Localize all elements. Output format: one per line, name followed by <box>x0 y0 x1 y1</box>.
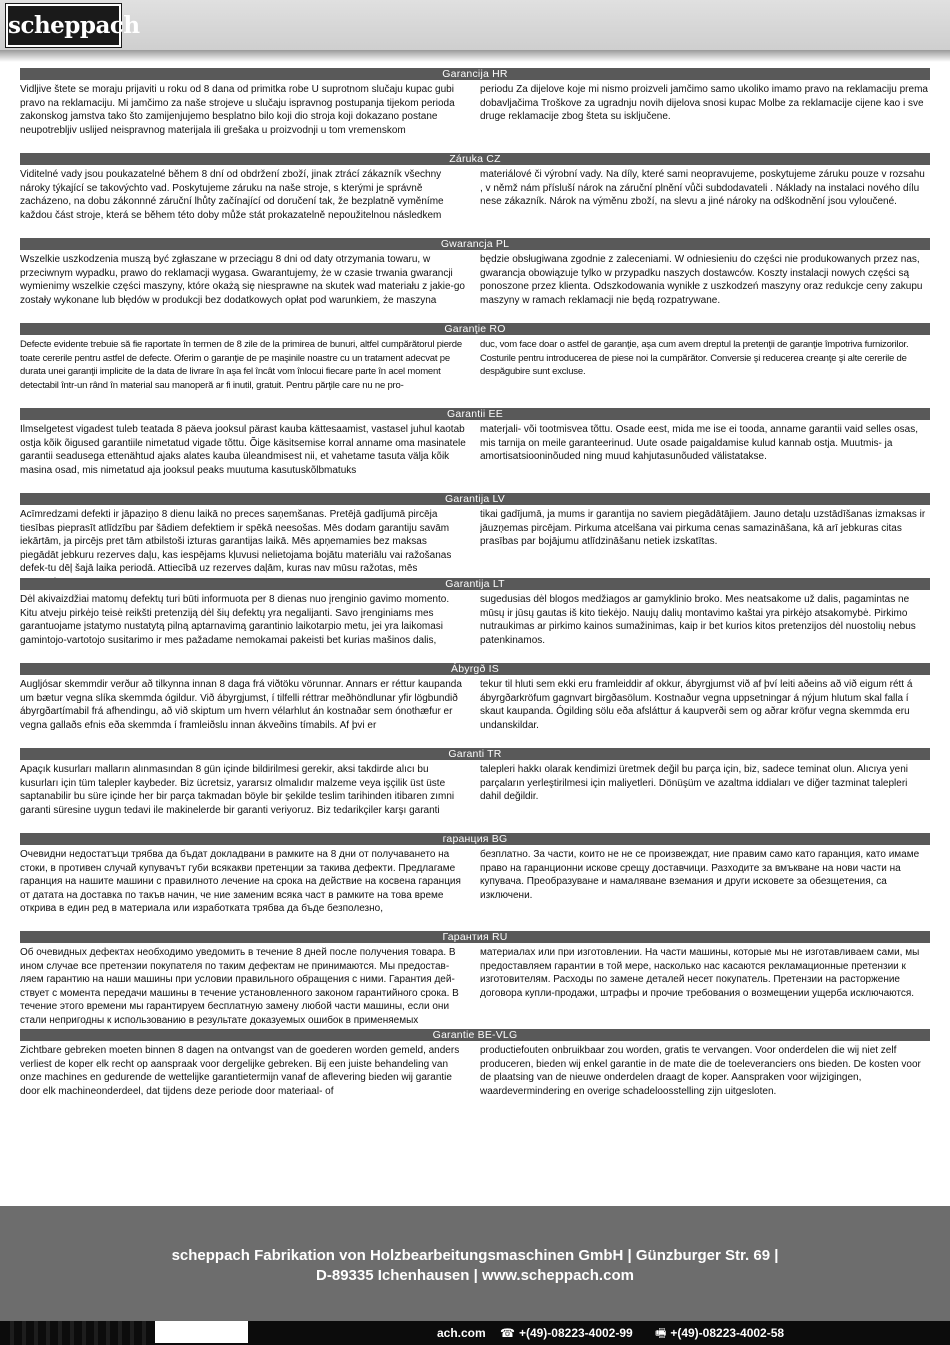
decor-stripe <box>118 1321 122 1345</box>
section-title: Garancija HR <box>20 68 930 80</box>
section-ru <box>20 931 930 1029</box>
text-left: Dėl akivaizdžiai matomų defektų turi būti informuota per 8 dienas nuo įrenginio gavimo momento. Kitu atveju pirkėjo teisė reikšti pretenziją dėl šių defektų yra negalijanti. Savo įrenginiams mes garantuojame įstatymo nustatytą pilną aptarnavimą garantinio laikotarpio metu, jei yra laikomasi gamintojo-vartotojo susitarimo ir mes pažadame nemokamai pakeisti bet kurias mašinos dalis, <box>20 594 450 646</box>
section-title: Garantija LV <box>20 493 930 505</box>
logo-text: scheppach <box>8 12 140 39</box>
section-ee <box>20 408 930 478</box>
section-pl <box>20 238 930 308</box>
section-title: Gwarancja PL <box>20 238 930 250</box>
text-right: będzie obsługiwana zgodnie z zaleceniami. W odniesieniu do części nie produkowanych przez nas, gwarancja obowiązuje tylko w przypadku naszych dostawców. Koszty instalacji nowych części są ponoszone przez klienta. Odszkodowania wynikłe z uszkodzeń maszyny oraz redukcje ceny zakupu maszyny w ramach reklamacji nie będą rozpatrywane. <box>480 254 923 306</box>
text-right: tikai gadījumā, ja mums ir garantija no saviem piegādātājiem. Jauno detaļu uzstādīšanas izmaksas ir jāuzņemas pircējam. Pirkuma atcelšana vai pirkuma cenas samazināšana, kā arī jebkuras citas prasības par bojājumu atlīdzināšanu netiek izskatītas. <box>480 509 926 547</box>
text-right: materjali- või tootmisvea tõttu. Osade eest, mida me ise ei tooda, anname garantii vaid selles osas, mis tarnija on meile garanteerinud. Uute osade paigaldamise kulud kannab ostja. Muutmis- ja amortisatsiooninõuded ning muud kahjutasunõuded välistatakse. <box>480 424 918 462</box>
text-left: Acīmredzami defekti ir jāpaziņo 8 dienu laikā no preces saņemšanas. Pretējā gadījumā pircēja tiesības pieprasīt atlīdzību par šādiem defektiem ir spēkā neesošas. Mēs dodam garantiju savām iekārtām, ja pircējs pret tām atbilstoši izturas garantijas laikā. Mēs apņemamies bez maksas piegādāt jebkuru rezerves daļu, kas iespējams kļuvusi nelietojama bojātu materiālu vai ražošanas defek-tu dēļ šajā laika periodā. Attiecībā uz rezerves daļām, kuras nav mūsu ražotas, mēs <box>20 509 452 574</box>
scheppach-logo <box>6 4 140 47</box>
section-title: Garantie BE-VLG <box>20 1029 930 1041</box>
section-bg <box>20 833 930 914</box>
decor-stripe <box>106 1321 110 1345</box>
decor-stripe <box>94 1321 98 1345</box>
section-lt <box>20 578 930 648</box>
text-left: Viditelné vady jsou poukazatelné během 8 dní od obdržení zboží, jinak ztrácí zákazník všechny nároky týkající se takovýchto vad. Poskytujeme záruku na naše stroje, s kterými je správně zacházeno, na dobu zákonnné záruční lhůty začínající od doručení tak, že bezplatně vyměníme každou část stroje, která se během této doby může stát prokazatelně nepoužitelnou následkem <box>20 169 444 221</box>
white-block <box>155 1321 248 1343</box>
decor-stripe <box>142 1321 146 1345</box>
text-left: Defecte evidente trebuie să fie raportate în termen de 8 zile de la primirea de bunuri, altfel cumpărătorul pierde toate cererile pentru astfel de defecte. Oferim o garanţie de pe maşinile noastre cu un tratament adecvat pe durata unei garanţii implicite de la data de livrare în aşa fel încât vom înlocui fiecare parte în acel moment detectabil într-un rând în material sau manoperă ar fi inutil, gratuit. Pentru părţile care nu ne pro- <box>20 339 462 391</box>
section-be-vlg <box>20 1029 930 1111</box>
text-left: Об очевидных дефектах необходимо уведомить в течение 8 дней после получения товара. В ином случае все претензии покупателя по таким дефектам не принимаются. Мы предостав-ляем гарантию на наши машины при условии правильного обращения с ними. Гарантия дей-ствует с момента передачи машины в течение установленного законом гарантийного срока. В течение этого времени мы гарантируем бесплатную замену любой части машины, если они стали непригодны к использованию в результате доказуемых ошибок в применяемых <box>20 947 459 1026</box>
fax-contact <box>655 1326 784 1340</box>
text-left: Vidljive štete se moraju prijaviti u roku od 8 dana od primitka robe U suprotnom slučaju kupac gubi pravo na reklamaciju. Mi jamčimo za naše strojeve u slučaju ispravnog postupanja tijekom perioda zakonskog jamstva tako što zamijenjujemo besplatno bilo koji dio stroja koji dokazano postane neupotrebljiv uslijed neispravnog materijala ili grešaka u proizvodnji u tom vremenskom <box>20 84 455 136</box>
section-title: Garanţie RO <box>20 323 930 335</box>
text-right: talepleri hakkı olarak kendimizi üretmek değil bu parça için, biz, sadece teminat olun. Alıcıya yeni parçaların yerleştirilmesi için maliyetleri. Dönüşüm ve azaltma iddiaları ve diğer tazminat talepleri dahil değildir. <box>480 764 908 802</box>
section-title: Garantii EE <box>20 408 930 420</box>
decor-stripe <box>70 1321 74 1345</box>
section-title: гаранция BG <box>20 833 930 845</box>
decor-stripe <box>34 1321 38 1345</box>
fax-icon: 🖷 <box>655 1326 667 1340</box>
section-title: Garantija LT <box>20 578 930 590</box>
text-right: безплатно. За части, които не не се произвеждат, ние правим само като гаранция, като имаме право на гаранционни искове срещу доставчици. Разходите за вмъкване на нови части на купувача. Преобразуване и намаляване вземания и други исковете за обезщетения, са изключени. <box>480 849 920 901</box>
footer <box>0 1206 950 1321</box>
header-shadow <box>0 50 950 62</box>
decor-stripe <box>82 1321 86 1345</box>
text-left: Ilmselgetest vigadest tuleb teatada 8 päeva jooksul pärast kauba kättesaamist, vastasel juhul kaotab ostja kõik õigused garantiile nimetatud vigade tõttu. Õige käsitsemise korral anname oma masinatele garantii seadusega ettenähtud ajaks alates kauba üleandmisest nii, et vahetame tasuta välja kõik masina osad, mis nimetatud aja jooksul peaks muutuma kasutuskõlbmatuks <box>20 424 466 476</box>
text-right: sugedusias dėl blogos medžiagos ar gamyklinio broko. Mes neatsakome už dalis, pagamintas ne mūsų ir jūsų gautas iš kito tiekėjo. Naujų dalių montavimo kaštai yra pirkėjo atsakomybė. Pirkimo nutraukimas ar pirkimo kainos sumažinimas, kaip ir bet kurios kitos pretenzijos dėl nuostolių nebus patenkinamos. <box>480 594 916 646</box>
section-lv <box>20 493 930 574</box>
decor-stripe <box>22 1321 26 1345</box>
section-title: Ábyrgð IS <box>20 663 930 675</box>
text-right: materiálové či výrobní vady. Na díly, které sami neopravujeme, poskytujeme záruku pouze v rozsahu , v němž nám přísluší nárok na záruční plnění vůči subdodavateli . Náklady na instalaci nového dílu nese zákazník. Nárok na výměnu zboží, na slevu a jiné nároky na odškodnění jsou vyloučené. <box>480 169 925 207</box>
text-right: periodu Za dijelove koje mi nismo proizveli jamčimo samo ukoliko imamo pravo na reklamaciju prema dobavljačima Troškove za ugradnju novih dijelova snosi kupac Molbe za reklamacije cijene kao i sve druge reklamacije zbog šteta su isključene. <box>480 84 928 122</box>
email-fragment: ach.com <box>437 1326 486 1340</box>
section-hr <box>20 68 930 138</box>
section-is <box>20 663 930 733</box>
text-left: Apaçık kusurları malların alınmasından 8 gün içinde bildirilmesi gerekir, aksi takdirde alıcı bu kusurları için tüm talepler kaybeder. Biz ücretsiz, yararsız olmalıdır malzeme veya işçilik üst üste saptanabilir bu süre içinde her bir parça takmadan böyle bir şekilde teslim tarihinden itibaren zımni garanti süresine uygun tedavi ile makinelerde bir garanti veriyoruz. Biz tedarikçiler karşı garanti <box>20 764 455 816</box>
text-left: Wszelkie uszkodzenia muszą być zgłaszane w przeciągu 8 dni od daty otrzymania towaru, w przeciwnym wypadku, prawo do reklamacji wygasa. Gwarantujemy, że w czasie trwania gwarancji wymienimy wszelkie części maszyny, które okażą się niesprawne na skutek wad materiału z jakie-go zostały wykonane lub błędów w produkcji bez dodatkowych opłat pod warunkiem, że maszyna <box>20 254 465 306</box>
footer-address-line: D-89335 Ichenhausen | www.scheppach.com <box>316 1267 634 1284</box>
text-right: duc, vom face doar o astfel de garanţie, aşa cum avem dreptul la pretenţii de garanţie împotriva furnizorilor. Costurile pentru introducerea de piese noi la cumpărător. Conversie şi reducerea creanţe şi alte cererile de despăgubire sunt excluse. <box>480 339 909 377</box>
text-left: Очевидни недостатъци трябва да бъдат докладвани в рамките на 8 дни от получаването на стоки, в противен случай купувачът губи всякакви претенции за такива дефекти. Предлагаме гаранция на нашите машини с правилното лечение на срока на действие на косвена гаранция от датата на доставка по такъв начин, че ние заменим всяка част в рамките на това време открива в един ред в материала или изработката трябва да бъде безполезно, <box>20 849 461 914</box>
text-right: productiefouten onbruikbaar zou worden, gratis te vervangen. Voor onderdelen die wij niet zelf produceren, bieden wij enkel garantie in de mate die de toeleveranciers ons bieden. De kosten voor de plaatsing van de nieuwe onderdelen draagt de koper. Aanspraken voor wijzigingen, waardevermindering en overige schadeloosstelling zijn uitgesloten. <box>480 1045 921 1097</box>
section-ro <box>20 323 930 393</box>
footer-company-line: scheppach Fabrikation von Holzbearbeitungsmaschinen GmbH | Günzburger Str. 69 | <box>171 1247 779 1264</box>
decor-stripe <box>10 1321 14 1345</box>
fax-number: +(49)-08223-4002-58 <box>670 1326 785 1340</box>
section-title: Гарантия RU <box>20 931 930 943</box>
section-cz <box>20 153 930 223</box>
phone-number: +(49)-08223-4002-99 <box>518 1326 633 1340</box>
text-left: Augljósar skemmdir verður að tilkynna innan 8 daga frá viðtöku vörunnar. Annars er réttur kaupanda um bætur vegna slíka skemmda ógildur. Við ábyrgjumst, í tilfelli réttrar meðhöndlunar yfir lögbundið ábyrgðartímabil frá afhendingu, að við skiptum um hvern vélarhlut án kostnaðar sem ónothæfur er vegna gallaðs efnis eða skemmda í framleiðslu innan ákveðins tímabils. Af þvi er <box>20 679 462 731</box>
section-title: Garanti TR <box>20 748 930 760</box>
header-bar <box>0 0 950 50</box>
text-left: Zichtbare gebreken moeten binnen 8 dagen na ontvangst van de goederen worden gemeld, anders verliest de koper elk recht op aanspraak voor dergelijke gebreken. Bij een juiste behandeling van onze machines en gedurende de wettelijke garantietermijn vanaf de aflevering bieden wij garantie door elk machineonderdeel, dat tijdens deze periode door materiaal- of <box>20 1045 460 1097</box>
decor-stripe <box>130 1321 134 1345</box>
phone-icon: ☎ <box>500 1326 515 1340</box>
phone-contact <box>500 1326 633 1340</box>
decor-stripe <box>46 1321 50 1345</box>
decor-stripe <box>58 1321 62 1345</box>
text-right: tekur til hluti sem ekki eru framleiddir af okkur, ábyrgjumst við af því leiti aðeins að við eigum rétt á ábyrgðarkröfum gagnvart birgðasölum. Kostnaður vegna uppsetningar á nýjum hlutum skal falla í skaut kaupanda. Ógilding sölu eða afsláttur á kaupverði sem og aðrar kröfur vegna skemmda eru undanskildar. <box>480 679 913 731</box>
section-title: Záruka CZ <box>20 153 930 165</box>
text-right: материалах или при изготовлении. На части машины, которые мы не изготавливаем сами, мы предоставляем гарантии в той мере, насколько нас касаются рекламационные претензии к изготовителям. Расходы по замене деталей несет покупатель. Претензии на расторжение договора купли-продажи, штрафы и прочие требования о возмещении ущерба исключаются. <box>480 947 920 999</box>
section-tr <box>20 748 930 818</box>
